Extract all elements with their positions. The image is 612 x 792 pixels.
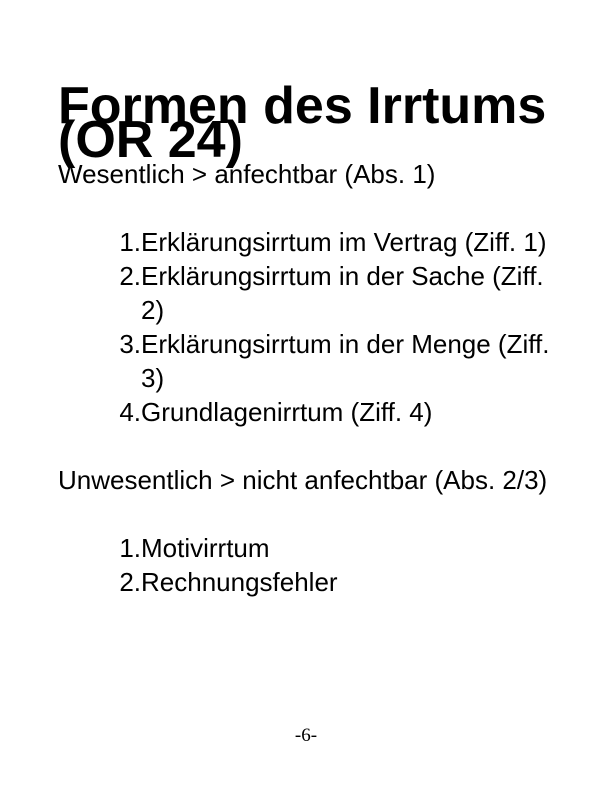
list-unwesentlich <box>58 531 558 599</box>
list-item <box>58 327 558 395</box>
list-item-text: Motivirrtum <box>141 533 270 563</box>
section-heading-wesentlich: Wesentlich > anfechtbar (Abs. 1) <box>58 159 436 189</box>
list-item-number: 2. <box>119 261 141 291</box>
list-item <box>58 395 558 429</box>
list-item-number: 3. <box>119 329 141 359</box>
list-item-text: Erklärungsirrtum in der Menge (Ziff. 3) <box>141 329 550 393</box>
list-item-text: Erklärungsirrtum im Vertrag (Ziff. 1) <box>141 227 547 257</box>
list-item <box>58 531 558 565</box>
spacer <box>58 497 558 531</box>
page-title: Formen des Irrtums (OR 24) <box>58 77 547 169</box>
list-item-text: Rechnungsfehler <box>141 567 338 597</box>
list-item-number: 4. <box>119 397 141 427</box>
list-item <box>58 225 558 259</box>
page-number: -6- <box>294 725 318 746</box>
section-heading-unwesentlich: Unwesentlich > nicht anfechtbar (Abs. 2/3) <box>58 465 548 495</box>
spacer <box>58 429 558 463</box>
list-wesentlich <box>58 225 558 429</box>
list-item-number: 1. <box>119 533 141 563</box>
page-content <box>58 77 558 599</box>
spacer <box>58 191 558 225</box>
list-item <box>58 259 558 327</box>
list-item-number: 1. <box>119 227 141 257</box>
list-item-text: Erklärungsirrtum in der Sache (Ziff. 2) <box>141 261 544 325</box>
list-item-text: Grundlagenirrtum (Ziff. 4) <box>141 397 433 427</box>
list-item-number: 2. <box>119 567 141 597</box>
list-item <box>58 565 558 599</box>
